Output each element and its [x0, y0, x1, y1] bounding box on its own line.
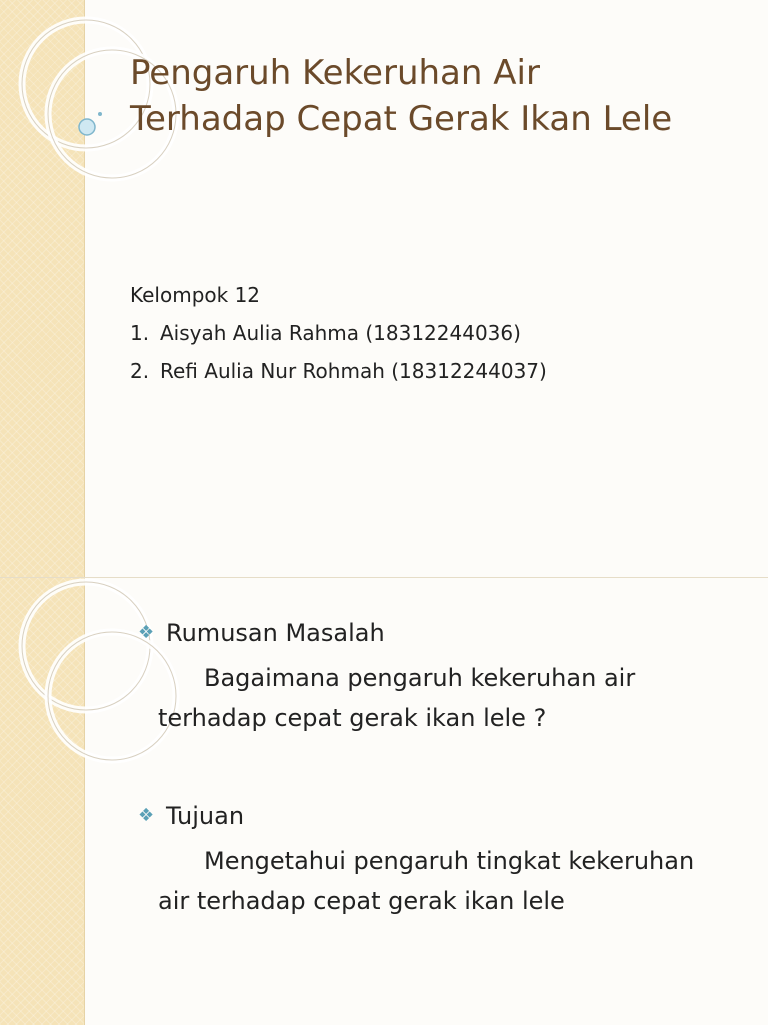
- member-name: Refi Aulia Nur Rohmah (18312244037): [160, 359, 547, 383]
- section-body: [158, 841, 718, 921]
- section-heading: Rumusan Masalah: [166, 619, 385, 647]
- diamond-bullet-icon: ❖: [138, 622, 155, 643]
- title-line-2: Terhadap Cepat Gerak Ikan Lele: [130, 99, 673, 139]
- sidebar-pattern: [0, 0, 85, 577]
- member-name: Aisyah Aulia Rahma (18312244036): [160, 321, 521, 345]
- member-number: 1.: [130, 321, 150, 345]
- section-heading: Tujuan: [166, 802, 245, 830]
- member-item: [130, 314, 730, 352]
- section-body-text: Bagaimana pengaruh kekeruhan air terhadap cepat gerak ikan lele ?: [158, 664, 636, 732]
- member-item: [130, 352, 730, 390]
- title-line-1: Pengaruh Kekeruhan Air: [130, 53, 540, 93]
- group-label: Kelompok 12: [130, 283, 261, 307]
- slide-content: [0, 577, 768, 1025]
- section-body-text: Mengetahui pengaruh tingkat kekeruhan air terhadap cepat gerak ikan lele: [158, 847, 695, 915]
- member-number: 2.: [130, 359, 150, 383]
- slide-title-heading: [130, 50, 750, 142]
- section-body: [158, 658, 718, 738]
- member-list: [130, 276, 730, 390]
- sidebar-pattern: [0, 578, 85, 1025]
- diamond-bullet-icon: ❖: [138, 805, 155, 826]
- section-tujuan: [138, 799, 738, 921]
- section-rumusan: [138, 616, 738, 738]
